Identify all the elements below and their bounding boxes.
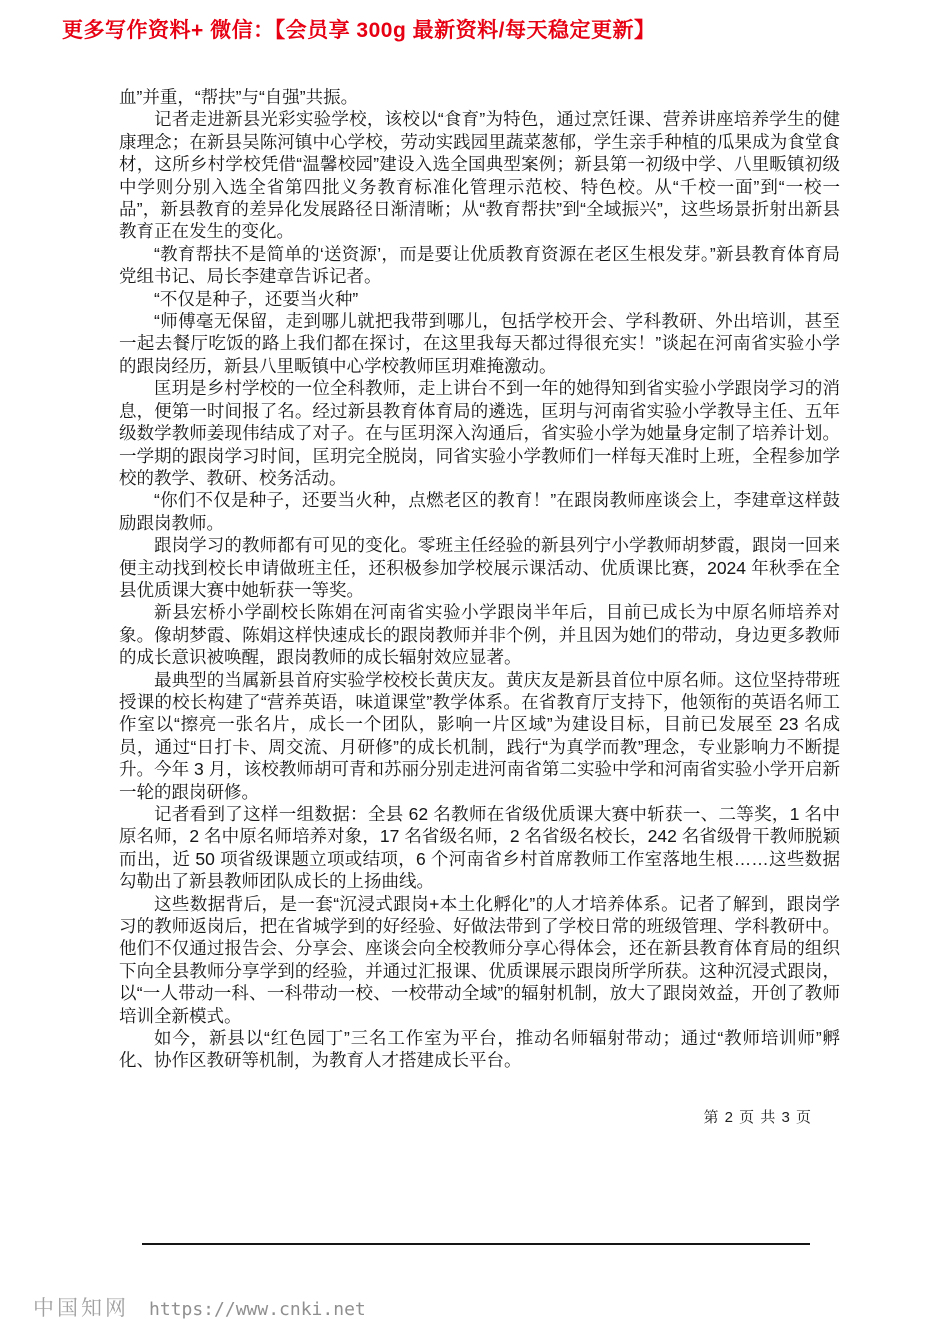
footer-divider-line [142,1243,810,1245]
document-body [119,86,840,1072]
paragraph: “教育帮扶不是简单的‘送资源’，而是要让优质教育资源在老区生根发芽。”新县教育体育局党组书记、局长李建章告诉记者。 [119,243,840,287]
paragraph: “师傅毫无保留，走到哪儿就把我带到哪儿，包括学校开会、学科教研、外出培训，甚至一起去餐厅吃饭的路上我们都在探讨，在这里我每天都过得很充实！”谈起在河南省实验小学的跟岗经历，新县八里畈镇中心学校教师匡玥难掩激动。 [119,311,840,376]
paragraph: “你们不仅是种子，还要当火种，点燃老区的教育！”在跟岗教师座谈会上，李建章这样鼓励跟岗教师。 [119,490,840,533]
paragraph: 记者看到了这样一组数据：全县 62 名教师在省级优质课大赛中斩获一、二等奖，1 名中原名师，2 名中原名师培养对象，17 名省级名师，2 名省级名校长，242 名省级骨干教师脱颖而出，近 50 项省级课题立项或结项，6 个河南省乡村首席教师工作室落地生根……这些数据勾勒出了新县教师团队成长的上扬曲线。 [119,804,840,892]
cnki-site-name: 中国知网 [33,1296,129,1320]
page-indicator: 第 2 页 共 3 页 [703,1109,812,1126]
paragraph: 最典型的当属新县首府实验学校校长黄庆友。黄庆友是新县首位中原名师。这位坚持带班授课的校长构建了“营养英语，味道课堂”教学体系。在省教育厅支持下，他领衔的英语名师工作室以“擦亮一张名片，成长一个团队，影响一片区域”为建设目标，目前已发展至 23 名成员，通过“日打卡、周交流、月研修”的成长机制，践行“为真学而教”理念，专业影响力不断提升。今年 3 月，该校教师胡可青和苏丽分别走进河南省第二实验中学和河南省实验小学开启新一轮的跟岗研修。 [119,669,840,802]
paragraph: 这些数据背后，是一套“沉浸式跟岗+本土化孵化”的人才培养体系。记者了解到，跟岗学习的教师返岗后，把在省城学到的好经验、好做法带到了学校日常的班级管理、学科教研中。他们不仅通过报告会、分享会、座谈会向全校教师分享心得体会，还在新县教育体育局的组织下向全县教师分享学到的经验，并通过汇报课、优质课展示跟岗所学所获。这种沉浸式跟岗，以“一人带动一科、一科带动一校、一校带动全域”的辐射机制，放大了跟岗效益，开创了教师培训全新模式。 [119,893,840,1026]
watermark [33,1292,366,1322]
paragraph: 新县宏桥小学副校长陈娟在河南省实验小学跟岗半年后，目前已成长为中原名师培养对象。像胡梦霞、陈娟这样快速成长的跟岗教师并非个例，并且因为她们的带动，身边更多教师的成长意识被唤醒，跟岗教师的成长辐射效应显著。 [119,602,840,668]
paragraph: 匡玥是乡村学校的一位全科教师，走上讲台不到一年的她得知到省实验小学跟岗学习的消息，便第一时间报了名。经过新县教育体育局的遴选，匡玥与河南省实验小学教导主任、五年级数学教师姜现伟结成了对子。在与匡玥深入沟通后，省实验小学为她量身定制了培养计划。一学期的跟岗学习时间，匡玥完全脱岗，同省实验小学教师们一样每天准时上班，全程参加学校的教学、教研、校务活动。 [119,378,840,488]
paragraph: 跟岗学习的教师都有可见的变化。零班主任经验的新县列宁小学教师胡梦霞，跟岗一回来便主动找到校长申请做班主任，还积极参加学校展示课活动、优质课比赛，2024 年秋季在全县优质课大赛中她斩获一等奖。 [119,535,840,600]
paragraph: 记者走进新县光彩实验学校，该校以“食育”为特色，通过烹饪课、营养讲座培养学生的健康理念；在新县吴陈河镇中心学校，劳动实践园里蔬菜葱郁，学生亲手种植的瓜果成为食堂食材，这所乡村学校凭借“温馨校园”建设入选全国典型案例；新县第一初级中学、八里畈镇初级中学则分别入选全省第四批义务教育标准化管理示范校、特色校。从“千校一面”到“一校一品”，新县教育的差异化发展路径日渐清晰；从“教育帮扶”到“全域振兴”，这些场景折射出新县教育正在发生的变化。 [119,109,840,242]
cnki-site-url: https://www.cnki.net [149,1299,366,1320]
header-promo-text: 更多写作资料+ 微信：【会员享 300g 最新资料/每天稳定更新】 [62,19,656,42]
paragraph: 如今，新县以“红色园丁”三名工作室为平台，推动名师辐射带动；通过“教师培训师”孵化、协作区教研等机制，为教育人才搭建成长平台。 [119,1028,840,1071]
paragraph: “不仅是种子，还要当火种” [154,288,359,309]
paragraph: 血”并重，“帮扶”与“自强”共振。 [119,87,359,107]
